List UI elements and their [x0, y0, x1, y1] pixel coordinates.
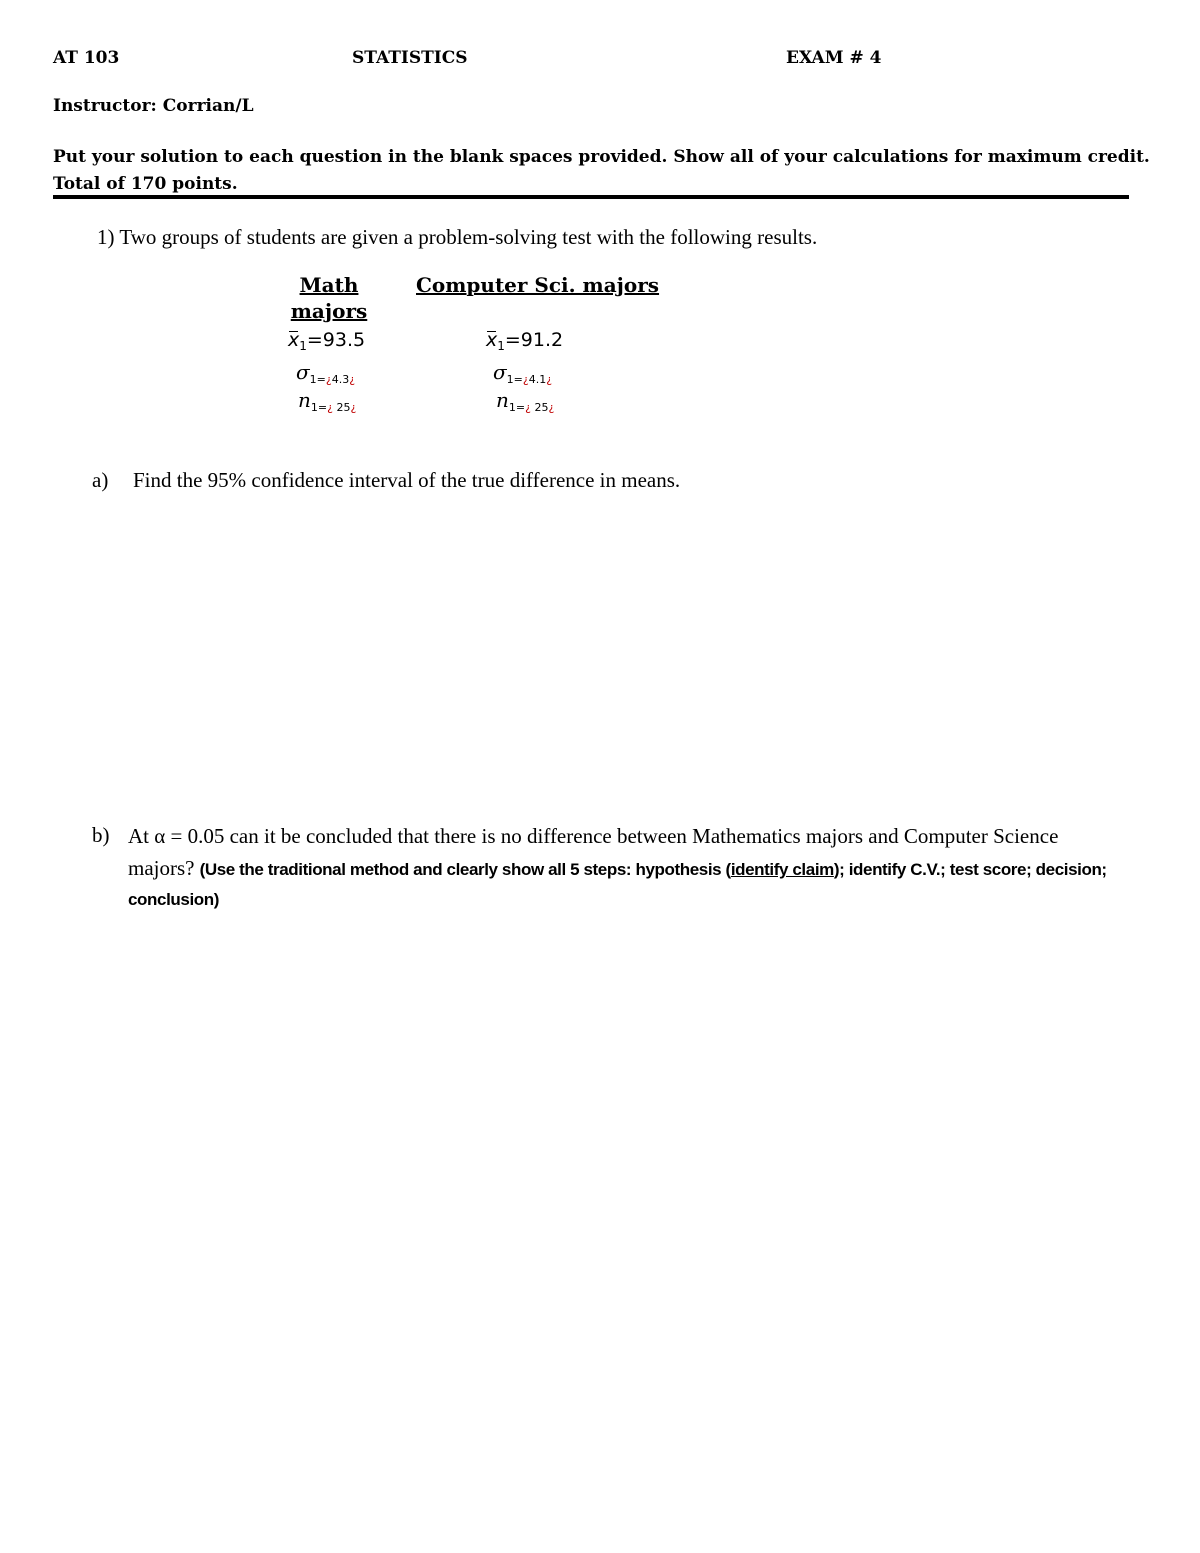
question-1-prompt: 1) Two groups of students are given a problem-solving test with the following results. [97, 225, 818, 249]
cs-n-text: 1=¿ 25¿ [508, 401, 555, 414]
cs-sigma-symbol: σ [493, 360, 507, 384]
math-mean [288, 329, 365, 351]
header-divider [53, 195, 1129, 199]
instructor-name: Instructor: Corrian/L [53, 96, 254, 116]
subject-title: STATISTICS [352, 48, 468, 68]
part-b-paragraph [128, 821, 1128, 915]
part-b-instruction-end: ); identify C.V.; test score; decision; conclusion) [128, 860, 1107, 909]
cs-sigma-text: 1=¿4.1¿ [506, 373, 553, 386]
part-b-label: b) [92, 823, 110, 847]
part-a-text: Find the 95% confidence interval of the true difference in means. [133, 468, 681, 492]
math-majors-heading [288, 273, 370, 323]
math-n-text: 1=¿ 25¿ [310, 401, 357, 414]
part-b-instruction-start: (Use the traditional method and clearly show all 5 steps: hypothesis ( [199, 860, 731, 879]
math-sigma-value [310, 373, 355, 386]
cs-xbar-symbol: x [486, 329, 498, 351]
math-heading-line-2: majors [290, 299, 368, 323]
cs-n-value [509, 401, 554, 414]
math-n-value [311, 401, 356, 414]
part-b-instruction [128, 860, 1107, 909]
instructions-line-2: Total of 170 points. [53, 174, 238, 194]
math-xbar-subscript: 1 [299, 339, 307, 353]
cs-mean [486, 329, 563, 351]
part-b-text: At α = 0.05 can it be concluded that there is no difference between Mathematics majors and Computer Science majors? [128, 824, 1059, 880]
cs-xbar-subscript: 1 [497, 339, 505, 353]
course-code: AT 103 [53, 48, 120, 68]
cs-sigma-value [507, 373, 552, 386]
part-b-identify-claim: identify claim [730, 860, 834, 879]
math-xbar-symbol: x [288, 329, 300, 351]
math-sigma-text: 1=¿4.3¿ [309, 373, 356, 386]
part-a-label: a) [92, 468, 109, 492]
exam-number: EXAM # 4 [786, 48, 882, 68]
cs-mean-value: =91.2 [504, 329, 564, 351]
math-sigma [296, 360, 355, 384]
math-sigma-symbol: σ [296, 360, 310, 384]
instructions-line-1: Put your solution to each question in the blank spaces provided. Show all of your calculations for maximum credit. [53, 147, 1150, 167]
cs-sigma [493, 360, 552, 384]
cs-n-symbol: n [496, 388, 509, 412]
exam-instructions [53, 144, 1153, 198]
math-n-symbol: n [298, 388, 311, 412]
cs-n [496, 388, 554, 412]
cs-majors-heading: Computer Sci. majors [416, 273, 660, 297]
math-mean-value: =93.5 [306, 329, 366, 351]
math-heading-line-1: Math [299, 273, 359, 297]
math-n [298, 388, 356, 412]
